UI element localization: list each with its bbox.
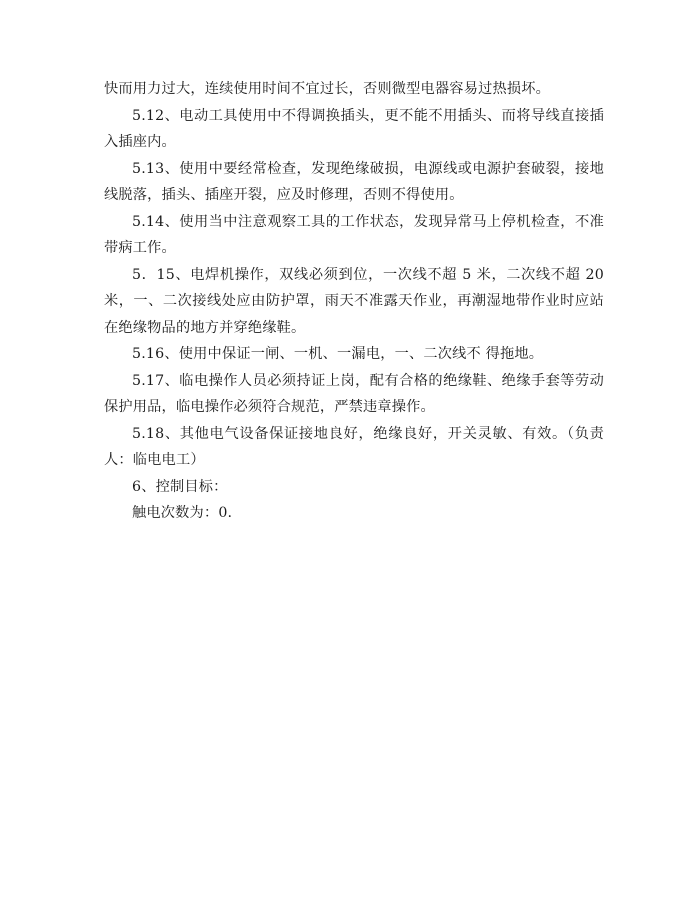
paragraph-continuation: 快而用力过大，连续使用时间不宜过长，否则微型电器容易过热损坏。: [104, 81, 551, 97]
section-heading-control-target: 6、控制目标：: [132, 478, 228, 495]
paragraph-electric-shock-count: 触电次数为：0.: [132, 505, 233, 521]
document-body: [104, 76, 604, 527]
paragraph-5-13: 5.13、使用中要经常检查，发现绝缘破损，电源线或电源护套破裂，接地线脱落，插头、插座开裂，应及时修理，否则不得使用。: [104, 160, 604, 203]
paragraph-5-15: 5．15、电焊机操作，双线必须到位，一次线不超 5 米，二次线不超 20 米，一、二次接线处应由防护罩，雨天不准露天作业，再潮湿地带作业时应站在绝缘物品的地方并穿绝缘鞋。: [104, 266, 604, 336]
paragraph-5-14: 5.14、使用当中注意观察工具的工作状态，发现异常马上停机检查，不准带病工作。: [104, 213, 604, 256]
paragraph-5-17: 5.17、临电操作人员必须持证上岗，配有合格的绝缘鞋、绝缘手套等劳动保护用品，临电操作必须符合规范，严禁违章操作。: [104, 372, 604, 415]
paragraph-5-18: 5.18、其他电气设备保证接地良好，绝缘良好，开关灵敏、有效。（负责人：临电电工）: [104, 425, 604, 468]
paragraph-5-12: 5.12、电动工具使用中不得调换插头，更不能不用插头、而将导线直接插入插座内。: [104, 107, 604, 150]
paragraph-5-16: 5.16、使用中保证一闸、一机、一漏电，一、二次线不 得拖地。: [132, 346, 544, 362]
